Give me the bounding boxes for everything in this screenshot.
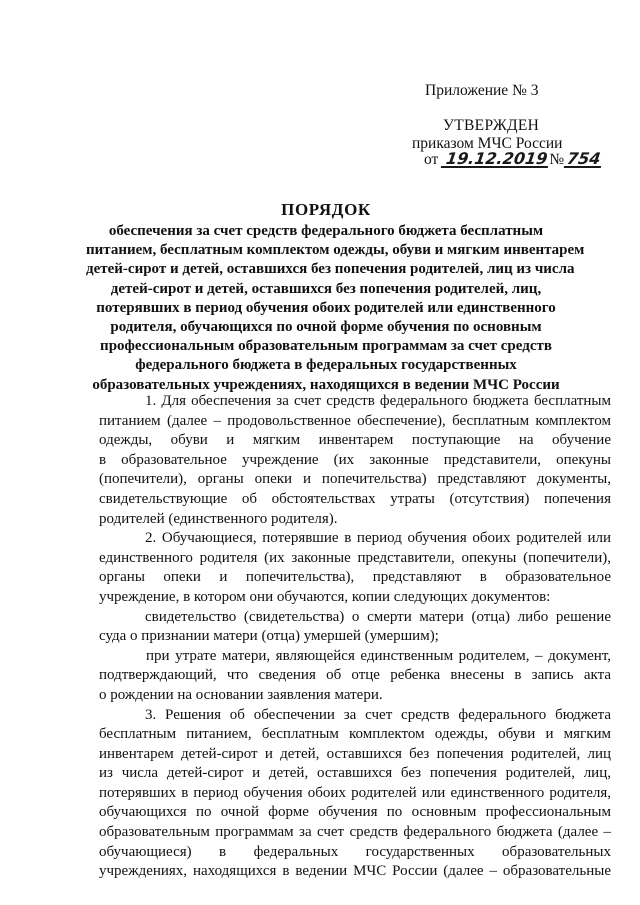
handwritten-order-number: 754 [566, 149, 603, 168]
annex-label: Приложение № 3 [425, 82, 539, 99]
subtitle-line: профессиональным образовательным программам за счет средств [100, 338, 552, 355]
paragraph-3-line: 3. Решения об обеспечении за счет средств федерального бюджета [145, 706, 611, 723]
title-block [86, 200, 585, 395]
paragraph-3-line: из числа детей-сирот и детей, оставшихся без попечения родителей, лиц, [99, 765, 611, 782]
paragraph-1-line: одежды, обуви и мягким инвентарем поступающие на обучение [99, 432, 611, 449]
order-date-line [424, 151, 603, 169]
paragraph-3-line: учреждениях, находящихся в ведении МЧС России (далее – образовательные [99, 863, 611, 880]
paragraph-2-line: органы опеки и попечительства), представляют в образовательное [99, 569, 611, 586]
paragraph-1-line: родителей (единственного родителя). [99, 510, 338, 527]
paragraph-1-line: (попечители), органы опеки и попечительства) представляют документы, [99, 471, 611, 488]
paragraph-3-line: потерявших в период обучения обоих родителей или единственного родителя, [99, 784, 611, 801]
subtitle-line: обеспечения за счет средств федерального бюджета бесплатным [108, 223, 544, 239]
paragraph-1-line: свидетельствующие об обстоятельствах утраты (отсутствия) попечения [99, 490, 611, 507]
paragraph-3-line: образовательным программам за счет средств федерального бюджета (далее – [99, 824, 611, 841]
subtitle-line: образовательных учреждениях, находящихся в ведении МЧС России [92, 376, 560, 393]
list-item-line: при утрате матери, являющейся единственным родителем, – документ, [146, 647, 611, 664]
document-body [99, 392, 611, 882]
paragraph-1-line: 1. Для обеспечения за счет средств федерального бюджета бесплатным [145, 393, 611, 409]
paragraph-3-line: обучающихся по очной форме обучения по основным профессиональным [99, 804, 611, 821]
list-item-line: свидетельство (свидетельства) о смерти матери (отца) либо решение [145, 608, 611, 625]
handwritten-date: 19.12.2019 [441, 151, 551, 168]
subtitle-line: федерального бюджета в федеральных государственных [135, 357, 517, 374]
list-item-line: подтверждающий, что сведения об отце ребенка внесены в запись акта [99, 667, 611, 684]
subtitle-line: детей-сирот и детей, оставшихся без попечения родителей, лиц из числа [86, 261, 575, 278]
subtitle-line: детей-сирот и детей, оставшихся без попечения родителей, лиц, [110, 280, 542, 297]
paragraph-1-line: питанием (далее – продовольственное обеспечение), бесплатным комплектом [99, 412, 611, 429]
paragraph-3-line: бесплатным питанием, бесплатным комплектом одежды, обуви и мягким [99, 726, 611, 743]
order-reference: приказом МЧС России [412, 135, 563, 152]
document-subtitle [86, 222, 585, 395]
list-item-line: суда о признании матери (отца) умершей (умершим); [99, 628, 439, 645]
paragraph-2-line: учреждение, в котором они обучаются, копии следующих документов: [99, 588, 551, 605]
subtitle-line: питанием, бесплатным комплектом одежды, обуви и мягким инвентарем [86, 242, 585, 259]
list-item-line: о рождении на основании заявления матери. [99, 686, 383, 703]
paragraph-2-line: единственного родителя (их законные представители, опекуны (попечители), [99, 549, 611, 566]
paragraph-1-line: в образовательное учреждение (их законные представители, опекуны [99, 451, 611, 468]
paragraph-2-line: 2. Обучающиеся, потерявшие в период обучения обоих родителей или [145, 530, 611, 547]
paragraph-3-line: обучающиеся) в федеральных государственных образовательных [99, 843, 611, 860]
date-prefix: от [424, 151, 439, 168]
document-title: ПОРЯДОК [281, 200, 371, 219]
number-sign: № [549, 151, 565, 168]
subtitle-line: родителя, обучающихся по очной форме обучения по основным [110, 319, 542, 336]
subtitle-line: потерявших в период обучения обоих родителей или единственного [96, 299, 556, 316]
paragraph-3-line: инвентарем детей-сирот и детей, оставшихся без попечения родителей, лиц [99, 745, 611, 762]
approved-label: УТВЕРЖДЕН [443, 117, 540, 134]
